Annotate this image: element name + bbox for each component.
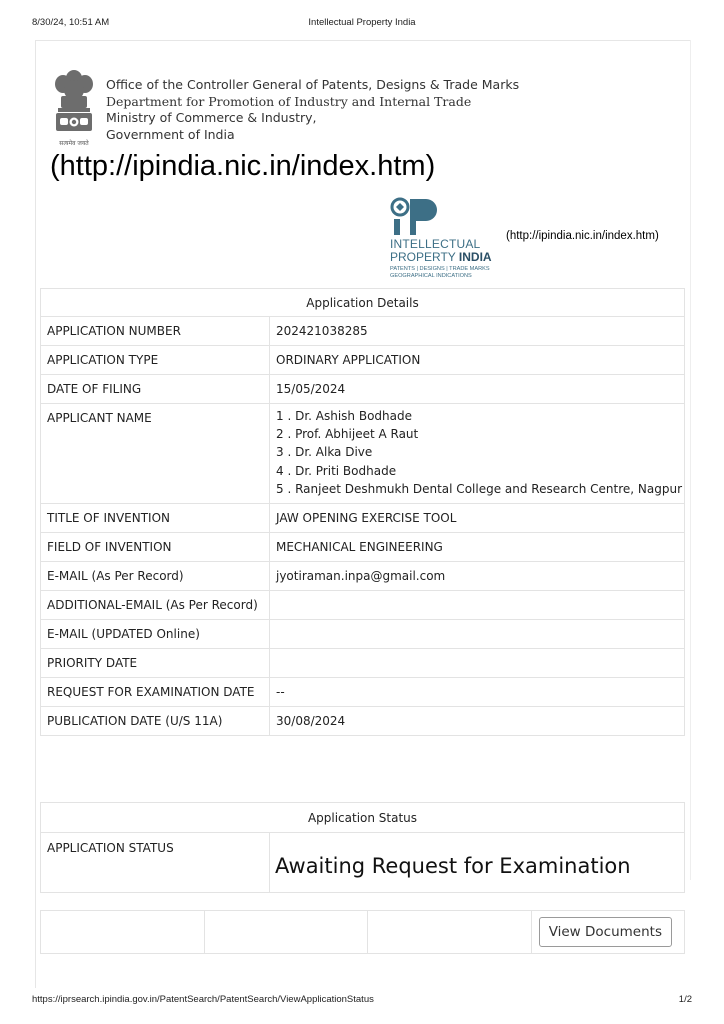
table-row bbox=[41, 346, 685, 375]
table-row bbox=[41, 317, 685, 346]
row-value-application-status bbox=[270, 833, 685, 893]
application-details-heading: Application Details bbox=[41, 289, 685, 317]
row-value-applicant-names bbox=[270, 404, 685, 504]
application-status-value: Awaiting Request for Examination bbox=[275, 854, 631, 878]
gov-line-office: Office of the Controller General of Patents, Designs & Trade Marks bbox=[106, 77, 520, 92]
ip-india-logo-icon bbox=[390, 197, 438, 237]
table-row bbox=[41, 649, 685, 678]
print-footer-url: https://iprsearch.ipindia.gov.in/PatentSearch/PatentSearch/ViewApplicationStatus bbox=[32, 994, 374, 1005]
government-header bbox=[106, 77, 519, 143]
applicant-item: 2 . Prof. Abhijeet A Raut bbox=[276, 427, 419, 442]
print-page-title: Intellectual Property India bbox=[308, 17, 416, 28]
print-page-number: 1/2 bbox=[678, 994, 692, 1005]
row-label-priority-date: PRIORITY DATE bbox=[41, 649, 270, 678]
row-label-request-for-examination-date: REQUEST FOR EXAMINATION DATE bbox=[41, 678, 270, 707]
actions-table bbox=[40, 910, 685, 954]
applicant-item: 4 . Dr. Priti Bodhade bbox=[276, 463, 397, 478]
page-frame-top bbox=[35, 40, 691, 41]
table-row bbox=[41, 404, 685, 504]
ipindia-home-link[interactable]: (http://ipindia.nic.in/index.htm) bbox=[50, 150, 436, 182]
row-label-publication-date: PUBLICATION DATE (U/S 11A) bbox=[41, 707, 270, 736]
row-value-application-number: 202421038285 bbox=[270, 317, 685, 346]
row-label-email-updated: E-MAIL (UPDATED Online) bbox=[41, 620, 270, 649]
row-label-field-of-invention: FIELD OF INVENTION bbox=[41, 533, 270, 562]
ip-logo-property: PROPERTY bbox=[390, 250, 459, 264]
row-value-email-updated bbox=[270, 620, 685, 649]
table-row bbox=[41, 833, 685, 893]
ipindia-logo-link[interactable]: (http://ipindia.nic.in/index.htm) bbox=[506, 230, 659, 242]
row-value-field-of-invention: MECHANICAL ENGINEERING bbox=[270, 533, 685, 562]
ip-logo-word-intellectual: INTELLECTUAL bbox=[390, 237, 481, 251]
row-label-application-number: APPLICATION NUMBER bbox=[41, 317, 270, 346]
row-label-title-of-invention: TITLE OF INVENTION bbox=[41, 504, 270, 533]
row-value-publication-date: 30/08/2024 bbox=[270, 707, 685, 736]
applicant-item: 3 . Dr. Alka Dive bbox=[276, 445, 373, 460]
ip-india-logo[interactable] bbox=[390, 197, 506, 282]
applicant-item: 5 . Ranjeet Deshmukh Dental College and Research Centre, Nagpur bbox=[276, 481, 683, 496]
table-row bbox=[41, 707, 685, 736]
ip-logo-subtitle-2: GEOGRAPHICAL INDICATIONS bbox=[390, 273, 472, 279]
table-row bbox=[41, 678, 685, 707]
emblem-motto: सत्यमेव जयते bbox=[59, 140, 89, 147]
print-datetime: 8/30/24, 10:51 AM bbox=[32, 17, 110, 28]
table-row bbox=[41, 620, 685, 649]
row-value-title-of-invention: JAW OPENING EXERCISE TOOL bbox=[270, 504, 685, 533]
gov-line-government: Government of India bbox=[106, 126, 235, 142]
actions-cell-view-documents bbox=[532, 911, 685, 954]
actions-cell-empty bbox=[205, 911, 368, 954]
row-value-request-for-examination-date: -- bbox=[270, 678, 685, 707]
application-details-table bbox=[40, 288, 685, 736]
actions-cell-empty bbox=[368, 911, 532, 954]
table-row bbox=[41, 504, 685, 533]
ip-logo-subtitle-1: PATENTS | DESIGNS | TRADE MARKS bbox=[390, 266, 490, 272]
ip-logo-word-property-india bbox=[390, 250, 492, 264]
applicant-item: 1 . Dr. Ashish Bodhade bbox=[276, 409, 413, 423]
page-frame-left bbox=[35, 40, 36, 988]
row-label-additional-email: ADDITIONAL-EMAIL (As Per Record) bbox=[41, 591, 270, 620]
table-row bbox=[41, 562, 685, 591]
row-label-application-status: APPLICATION STATUS bbox=[41, 833, 270, 893]
row-label-date-of-filing: DATE OF FILING bbox=[41, 375, 270, 404]
row-value-additional-email bbox=[270, 591, 685, 620]
table-row bbox=[41, 591, 685, 620]
page-frame-right bbox=[690, 40, 691, 880]
row-value-email: jyotiraman.inpa@gmail.com bbox=[270, 562, 685, 591]
row-value-application-type: ORDINARY APPLICATION bbox=[270, 346, 685, 375]
row-label-application-type: APPLICATION TYPE bbox=[41, 346, 270, 375]
table-row bbox=[41, 533, 685, 562]
application-status-heading: Application Status bbox=[41, 803, 685, 833]
row-value-date-of-filing: 15/05/2024 bbox=[270, 375, 685, 404]
national-emblem-icon bbox=[52, 68, 96, 152]
gov-line-department: Department for Promotion of Industry and Internal Trade bbox=[106, 93, 472, 109]
actions-cell-empty bbox=[41, 911, 205, 954]
table-row bbox=[41, 375, 685, 404]
ip-logo-india: INDIA bbox=[458, 250, 492, 264]
view-documents-button[interactable]: View Documents bbox=[539, 917, 672, 947]
row-value-priority-date bbox=[270, 649, 685, 678]
row-label-email: E-MAIL (As Per Record) bbox=[41, 562, 270, 591]
gov-line-ministry: Ministry of Commerce & Industry, bbox=[106, 110, 317, 125]
application-status-table bbox=[40, 802, 685, 893]
row-label-applicant-name: APPLICANT NAME bbox=[41, 404, 270, 504]
